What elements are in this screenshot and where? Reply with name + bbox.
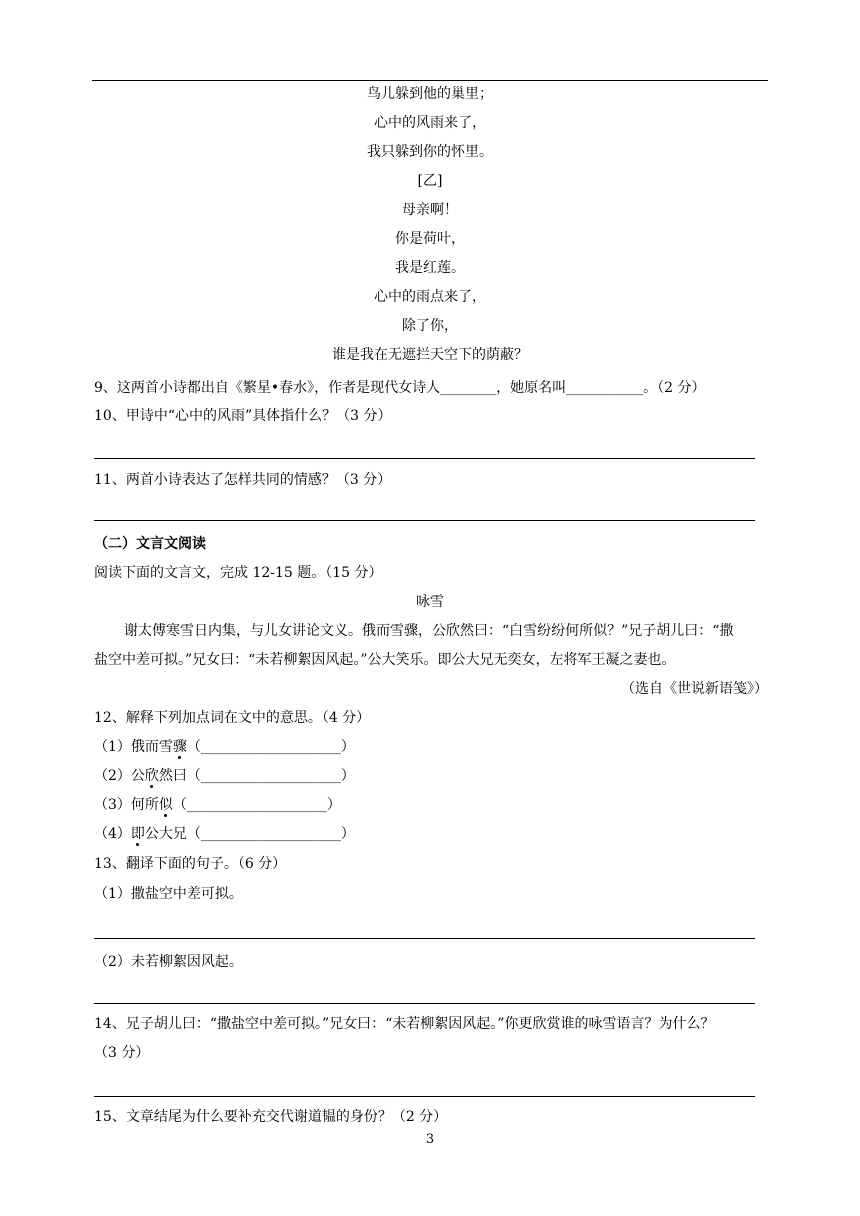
dotted-word: 似 xyxy=(158,797,173,813)
poem-a-line: 鸟儿躲到他的巢里； xyxy=(367,86,493,102)
answer-line-q11[interactable] xyxy=(94,520,755,521)
answer-line-q14[interactable] xyxy=(94,1096,755,1097)
q12-item-text: （1）俄而雪 xyxy=(94,739,173,755)
dotted-word: 欣 xyxy=(144,768,159,784)
question-10: 10、甲诗中“心中的风雨”具体指什么？（3 分） xyxy=(94,408,392,424)
page-number: 3 xyxy=(425,1132,435,1147)
question-13: 13、翻译下面的句子。（6 分） xyxy=(94,856,287,872)
q12-item-text: （2）公 xyxy=(94,768,145,784)
answer-line-q13-2[interactable] xyxy=(94,1003,755,1004)
passage-text: 盐空中差可拟。”兄女曰：“未若柳絮因风起。”公大笑乐。即公大兄无奕女，左将军王凝之妻也。 xyxy=(94,652,676,668)
q12-item xyxy=(94,824,355,844)
poem-b-line: 母亲啊！ xyxy=(402,202,458,218)
dotted-word: 即 xyxy=(130,826,145,842)
poem-a-line: 心中的风雨来了， xyxy=(374,115,486,131)
answer-line-q13-1[interactable] xyxy=(94,938,755,939)
q12-item-text: （3）何所 xyxy=(94,797,159,813)
passage-source: （选自《世说新语笺》） xyxy=(621,681,768,697)
question-11: 11、两首小诗表达了怎样共同的情感？（3 分） xyxy=(94,472,392,488)
answer-line-q10[interactable] xyxy=(94,458,755,459)
answer-blank[interactable]: （____________________） xyxy=(186,739,355,755)
question-14-points: （3 分） xyxy=(94,1045,150,1061)
q12-item xyxy=(94,795,341,815)
dotted-word: 骤 xyxy=(172,739,187,755)
poem-b-line: 我是红莲。 xyxy=(395,260,465,276)
section-2-instructions: 阅读下面的文言文，完成 12-15 题。（15 分） xyxy=(94,565,383,581)
question-13-1: （1）撒盐空中差可拟。 xyxy=(94,886,243,902)
section-2-title: （二）文言文阅读 xyxy=(94,536,206,552)
question-15: 15、文章结尾为什么要补充交代谢道韫的身份？（2 分） xyxy=(94,1109,448,1125)
poem-a-line: 我只躲到你的怀里。 xyxy=(367,144,493,160)
question-13-2: （2）未若柳絮因风起。 xyxy=(94,954,243,970)
q12-item-text: 公大兄 xyxy=(144,826,187,842)
answer-blank[interactable]: （____________________） xyxy=(186,826,355,842)
poem-b-line: 你是荷叶， xyxy=(395,231,465,247)
poem-b-line: 谁是我在无遮拦天空下的荫蔽？ xyxy=(332,347,528,363)
q12-item xyxy=(94,737,355,757)
poem-b-line: 心中的雨点来了， xyxy=(374,289,486,305)
poem-b-marker: [乙] xyxy=(417,173,443,189)
question-9: 9、这两首小诗都出自《繁星•春水》，作者是现代女诗人________，她原名叫___________。（2 分） xyxy=(94,380,706,396)
question-14: 14、兄子胡儿曰：“撒盐空中差可拟。”兄女曰：“未若柳絮因风起。”你更欣赏谁的咏雪语言？为什么？ xyxy=(94,1016,715,1032)
q12-item-text: （4） xyxy=(94,826,131,842)
passage-text: 谢太傅寒雪日内集，与儿女讲论文义。俄而雪骤，公欣然曰：“白雪纷纷何所似？”兄子胡儿曰：“撒 xyxy=(124,623,734,639)
q12-item-text: 然曰 xyxy=(158,768,187,784)
poem-b-line: 除了你， xyxy=(402,318,458,334)
header-rule xyxy=(92,80,768,81)
passage-title: 咏雪 xyxy=(416,594,444,610)
answer-blank[interactable]: （____________________） xyxy=(172,797,341,813)
answer-blank[interactable]: （____________________） xyxy=(186,768,355,784)
q12-item xyxy=(94,766,355,786)
question-12: 12、解释下列加点词在文中的意思。（4 分） xyxy=(94,710,371,726)
